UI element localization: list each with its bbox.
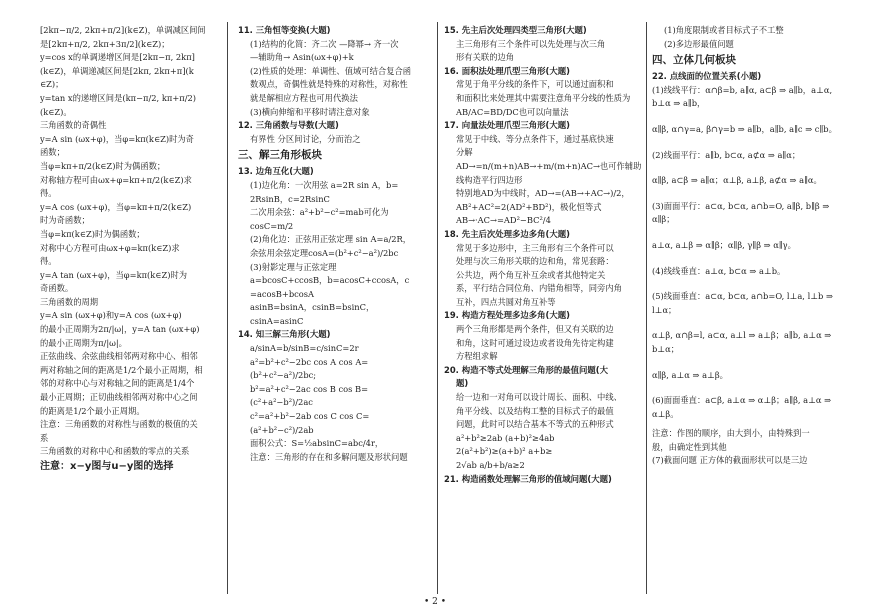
- text-line: c²=a²+b²−2ab cos C cos C=: [250, 411, 370, 422]
- text-line: 常见于中线、等分点条件下，通过基底快速: [456, 133, 614, 144]
- text-line: 是[2kπ+π/2, 2kπ+3π/2](k∈Z)；: [40, 38, 170, 49]
- text-line: 邻的对称中心与对称轴之间的距离是1/4个: [40, 378, 195, 389]
- text-line: 和面积比来处理其中需要注意角平分线的性质为: [456, 92, 631, 103]
- text-line: 常见于多边形中，主三角形有三个条件可以: [456, 242, 614, 253]
- text-line: 函数；: [40, 147, 65, 158]
- text-line: (5)线面垂直：a⊂α, b⊂α, a∩b=O, l⊥a, l⊥b ⇒ l⊥α；: [652, 291, 833, 315]
- text-line: 得。: [40, 256, 57, 267]
- text-line: 余弦用余弦定理cosA=(b²+c²−a²)/2bc: [250, 247, 399, 258]
- section-heading: 四、立体几何板块: [652, 54, 736, 67]
- text-line: 注意：作图的顺序，由大到小，由特殊到一: [652, 428, 810, 439]
- item-heading: 13. 边角互化(大题): [238, 166, 314, 177]
- text-line: (3)射影定理与正弦定理: [250, 261, 337, 272]
- text-line: 二次用余弦：a²+b²−c²=mab可化为: [250, 207, 389, 218]
- text-line: (2)多边形最值问题: [664, 38, 734, 49]
- text-line: b²=a²+c²−2ac cos B cos B=: [250, 383, 369, 394]
- text-line: (b²+c²−a²)/2bc;: [250, 370, 317, 381]
- text-line: 公共边，两个角互补互余或者其他特定关: [456, 269, 606, 280]
- text-line: (4)线线垂直：a⊥α, b⊂α ⇒ a⊥b。: [652, 265, 786, 276]
- text-line: y=A sin (ωx+φ)和y=A cos (ωx+φ): [40, 310, 182, 321]
- text-line: 分解: [456, 147, 473, 158]
- note-line: 注意：x−y图与u−y图的选择: [40, 461, 174, 472]
- text-line: y=A sin (ωx+φ)，当φ=kπ(k∈Z)时为奇: [40, 133, 194, 144]
- item-heading: 15. 先主后次处理四类型三角形(大题): [444, 25, 587, 35]
- text-line: 三角函数的周期: [40, 296, 99, 307]
- text-line: 有界性 分区间讨论，分而治之: [250, 133, 361, 144]
- text-line: 两对称轴之间的距离是1/2个最小正周期，相: [40, 364, 203, 375]
- text-line: 的最小正周期为π/|ω|。: [40, 337, 127, 348]
- text-line: AB/AC=BD/DC也可以向量法: [456, 106, 569, 117]
- item-heading: 21. 构造函数处理解三角形的值域问题(大题): [444, 473, 612, 484]
- text-line: (6)面面垂直：a⊂β, a⊥α ⇒ α⊥β；a∥β, a⊥α ⇒ α⊥β。: [652, 395, 832, 419]
- text-line: α⊥β, α∩β=l, a⊂α, a⊥l ⇒ a⊥β；a∥b, a⊥α ⇒ b⊥α；: [652, 330, 832, 354]
- text-line: 2(a²+b²)≥(a+b)² a+b≥: [456, 446, 553, 457]
- text-line: (c²+a²−b²)/2ac: [250, 397, 313, 408]
- text-line: 问题，此时可以结合基本不等式的五种形式: [456, 419, 614, 430]
- text-line: 注意：三角函数的对称性与函数的极值的关: [40, 419, 198, 430]
- text-line: asinB=bsinA，csinB=bsinC，: [250, 302, 375, 313]
- item-heading: 16. 面积法处理爪型三角形(大题): [444, 65, 570, 76]
- text-line: 当φ=kπ(k∈Z)时为偶函数；: [40, 228, 145, 239]
- column-4: [652, 24, 840, 468]
- text-line: 给一边和一对角可以设计周长、面积、中线、: [456, 392, 622, 403]
- column-divider: [437, 22, 438, 594]
- text-line: =acosB+bcosA: [250, 288, 315, 299]
- text-line: 对称中心方程可由ωx+φ=kπ(k∈Z)求: [40, 242, 180, 253]
- text-line: AB²+AC²=2(AD²+BD²)，极化恒等式: [456, 201, 602, 212]
- text-line: α∥β, a⊥α ⇒ a⊥β。: [652, 369, 728, 380]
- text-line: (1)边化角：一次用弦 a=2R sin A，b=: [250, 179, 399, 190]
- item-heading: 22. 点线面的位置关系(小题): [652, 71, 762, 82]
- column-2: [238, 24, 432, 464]
- text-line: a²=b²+c²−2bc cos A cos A=: [250, 356, 369, 367]
- text-line: y=tan x的递增区间是(kπ−π/2, kπ+π/2): [40, 92, 197, 103]
- text-line: y=A tan (ωx+φ)，当φ=kπ(k∈Z)时为: [40, 269, 188, 280]
- text-line: AD→=n/(m+n)AB→+m/(m+n)AC→也可作辅助: [456, 160, 642, 171]
- text-line: 2RsinB，c=2RsinC: [250, 193, 330, 204]
- text-line: csinA=asinC: [250, 315, 304, 326]
- text-line: 最小正周期；正切曲线相邻两对称中心之间: [40, 392, 198, 403]
- text-line: 般，由确定性到其他: [652, 441, 727, 452]
- text-line: 三角函数的奇偶性: [40, 120, 107, 131]
- text-line: cosC=m/2: [250, 220, 294, 231]
- text-line: 得。: [40, 188, 57, 199]
- text-line: 面积公式：S=½absinC=abc/4r，: [250, 438, 384, 449]
- text-line: [2kπ−π/2, 2kπ+π/2](k∈Z)，单调减区间间: [40, 25, 206, 35]
- item-heading: 19. 构造方程处理多边多角(大题): [444, 310, 570, 321]
- text-line: (2)性质的处理：单调性、值域可结合复合函: [250, 65, 412, 76]
- text-line: (7)截面问题 正方体的截面形状可以是三边: [652, 455, 808, 466]
- text-line: 和角，这时可通过设边或者设角先待定构建: [456, 337, 614, 348]
- text-line: 正弦曲线、余弦曲线相邻两对称中心、相邻: [40, 351, 198, 362]
- page-number: • 2 •: [423, 597, 447, 607]
- text-line: AB→·AC→=AD²−BC²/4: [456, 215, 551, 226]
- item-heading: 12. 三角函数与导数(大题): [238, 120, 339, 131]
- text-line: α∥β, α∩γ=a, β∩γ=b ⇒ a∥b，a∥b, a∥c ⇒ c∥b。: [652, 123, 837, 134]
- text-line: (2)线面平行：a∥b, b⊂α, a⊄α ⇒ a∥α；: [652, 149, 801, 160]
- text-line: (1)结构的化简：齐二次 —降幂→ 齐一次: [250, 38, 399, 49]
- text-line: 系，平行结合同位角、内错角相等，同旁内角: [456, 283, 622, 294]
- text-line: a/sinA=b/sinB=c/sinC=2r: [250, 343, 359, 354]
- text-line: α∥β, a⊂β ⇒ a∥α；α⊥β, a⊥β, a⊄α ⇒ a∥α。: [652, 175, 822, 186]
- text-line: 方程组求解: [456, 351, 498, 362]
- text-line: —辅助角→ Asin(ωx+φ)+k: [250, 52, 354, 63]
- text-line: (k∈Z)，单调递减区间是[2kπ, 2kπ+π](k: [40, 65, 194, 76]
- text-line: 就是解相应方程也可用代换法: [250, 92, 358, 103]
- text-line: 的距离是1/2个最小正周期。: [40, 405, 145, 416]
- text-line: 处理与次三角形关联的边和角，常见套路：: [456, 256, 614, 267]
- text-line: 主三角形有三个条件可以先处理与次三角: [456, 38, 606, 49]
- text-line: 形有关联的边角: [456, 52, 515, 63]
- column-1: [40, 24, 216, 475]
- item-heading: 14. 知三解三角形(大题): [238, 329, 331, 340]
- text-line: a⊥α, a⊥β ⇒ α∥β；α∥β, γ∥β ⇒ α∥γ。: [652, 239, 796, 250]
- text-line: 常见于角平分线的条件下，可以通过面积和: [456, 79, 614, 90]
- text-line: 线构造平行四边形: [456, 174, 523, 185]
- text-line: y=A cos (ωx+φ)，当φ=kπ+π/2(k∈Z): [40, 201, 192, 212]
- text-line: (3)面面平行：a⊂α, b⊂α, a∩b=O, a∥β, b∥β ⇒ α∥β；: [652, 200, 830, 225]
- text-line: (3)横向伸缩和平移时请注意对象: [250, 106, 370, 117]
- section-heading: 三、解三角形板块: [238, 149, 322, 162]
- text-line: 角平分线、以及结构工整的目标式子的最值: [456, 405, 614, 416]
- text-line: 注意：三角形的存在和多解问题及形状问题: [250, 451, 408, 462]
- text-line: (k∈Z)。: [40, 106, 72, 117]
- column-3: [444, 24, 642, 486]
- item-heading: 17. 向量法处理爪型三角形(大题): [444, 120, 570, 131]
- text-line: a²+b²≥2ab (a+b)²≥4ab: [456, 432, 555, 443]
- text-line: y=cos x的单调递增区间是[2kπ−π, 2kπ]: [40, 52, 195, 63]
- text-line: 三角函数的对称中心和函数的零点的关系: [40, 446, 190, 457]
- text-line: 系: [40, 432, 49, 443]
- text-line: 互补，四点共圆对角互补等: [456, 296, 556, 307]
- text-line: 奇函数。: [40, 283, 74, 294]
- column-divider: [227, 22, 228, 594]
- item-heading: 20. 构造不等式处理解三角形的最值问题(大: [444, 364, 608, 375]
- text-line: a=bcosC+ccosB，b=acosC+ccosA，c: [250, 275, 410, 286]
- item-heading: 题): [456, 378, 469, 389]
- text-line: (1)角度限制或者目标式子不工整: [664, 25, 784, 35]
- text-line: 时为奇函数；: [40, 215, 90, 226]
- text-line: 特别地AD为中线时，AD→=(AB→+AC→)/2，: [456, 188, 630, 199]
- column-divider: [646, 22, 647, 594]
- text-line: 当φ=kπ+π/2(k∈Z)时为偶函数；: [40, 160, 166, 171]
- text-line: (1)线线平行：α∩β=b, a∥α, a⊂β ⇒ a∥b，a⊥α, b⊥α ⇒ a∥b，: [652, 84, 833, 109]
- text-line: (a²+b²−c²)/2ab: [250, 424, 314, 435]
- text-line: 两个三角形都是两个条件，但又有关联的边: [456, 324, 614, 335]
- text-line: (2)角化边：正弦用正弦定理 sin A=a/2R，: [250, 234, 412, 245]
- text-line: 2√ab a/b+b/a≥2: [456, 460, 525, 470]
- text-line: ∈Z)；: [40, 79, 64, 90]
- text-line: 的最小正周期为2π/|ω|，y=A tan (ωx+φ): [40, 324, 200, 335]
- text-line: 数观点，奇偶性就是特殊的对称性，对称性: [250, 79, 408, 90]
- item-heading: 18. 先主后次处理多边多角(大题): [444, 228, 570, 239]
- text-line: 对称轴方程可由ωx+φ=kπ+π/2(k∈Z)求: [40, 174, 192, 185]
- item-heading: 11. 三角恒等变换(大题): [238, 25, 331, 35]
